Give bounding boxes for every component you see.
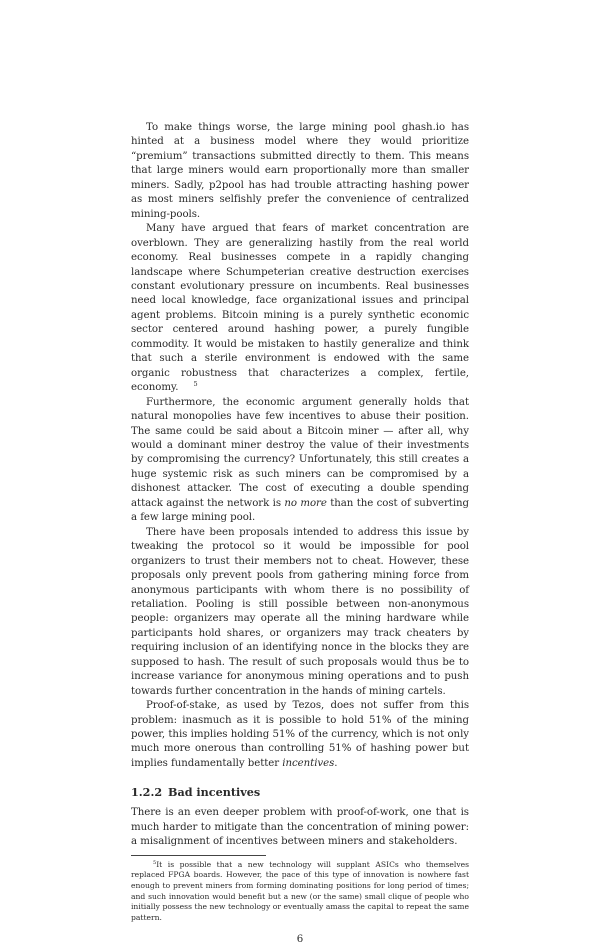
footnote-divider <box>131 855 266 856</box>
paragraph-text: Many have argued that fears of market concentration are overblown. They are generalizing hastily from the real world economy. Real businesses compete in a rapidly changing landscape where Schumpeterian creative destruction exercises constant evolutionary pressure on incumbents. Real businesses need local knowledge, face organizational issues and principal agent problems. Bitcoin mining is a purely synthetic economic sector centered around hashing power, a purely fungible commodity. It would be mistaken to hastily generalize and think that such a sterile environment is endowed with the same organic robustness that characterizes a complex, fertile, economy. <box>131 223 469 394</box>
paragraph-text: There is an even deeper problem with proof-of-work, one that is much harder to mitigate than the concentration of mining power: a misalignment of incentives between miners and stakeholders. <box>131 807 469 848</box>
paragraph-text: To make things worse, the large mining pool ghash.io has hinted at a business model where they would prioritize “premium” transactions submitted directly to them. This means that large miners would earn proportionally more than smaller miners. Sadly, p2pool has had trouble attracting hashing power as most miners selfishly prefer the convenience of centralized mining-pools. <box>131 122 469 220</box>
footnote <box>131 860 469 924</box>
emphasis-text: no more <box>284 497 327 509</box>
paragraph-text: than the cost of subverting a few large mining pool. <box>131 497 470 524</box>
paragraph-proposals <box>131 526 469 699</box>
section-title: Bad incentives <box>168 785 261 800</box>
page-number: 6 <box>296 934 304 945</box>
emphasis-text: incentives <box>282 757 335 769</box>
paragraph-text: . <box>334 757 338 769</box>
section-number: 1.2.2 <box>131 785 163 800</box>
section-heading <box>131 785 469 800</box>
paragraph-bad-incentives <box>131 806 469 849</box>
paragraph-text: Proof-of-stake, as used by Tezos, does not suffer from this problem: inasmuch as it is possible to hold 51% of the mining power, this implies holding 51% of the currency, which is not only much more onerous than controlling 51% of hashing power but implies fundamentally better <box>131 700 469 769</box>
paragraph-natural-monopolies <box>131 396 469 526</box>
paragraph-market-concentration <box>131 222 469 395</box>
page-body <box>131 121 469 923</box>
footnote-reference[interactable]: 5 <box>193 380 198 389</box>
paragraph-mining-pool-premium <box>131 121 469 222</box>
footnote-text: It is possible that a new technology will supplant ASICs who themselves replaced FPGA boards. However, the pace of this type of innovation is nowhere fast enough to prevent miners from forming dominating positions for long period of times; and such innovation would benefit but a new (or the same) small clique of people who initially possess the new technology or eventually amass the capital to repeat the same pattern. <box>131 859 469 922</box>
footnote-mark: 5 <box>153 859 157 866</box>
paragraph-text: Furthermore, the economic argument generally holds that natural monopolies have few incentives to abuse their position. The same could be said about a Bitcoin miner — after all, why would a dominant miner destroy the value of their investments by compromising the currency? Unfortunately, this still creates a huge systemic risk as such miners can be compromised by a dishonest attacker. The cost of executing a double spending attack against the network is <box>131 396 469 509</box>
paragraph-text: There have been proposals intended to address this issue by tweaking the protocol so it would be impossible for pool organizers to trust their members not to cheat. However, these proposals only prevent pools from gathering mining force from anonymous participants with whom there is no possibility of retaliation. Pooling is still possible between non-anonymous people: organizers may operate all the mining hardware while participants hold shares, or organizers may track cheaters by requiring inclusion of an identifying nonce in the blocks they are supposed to hash. The result of such proposals would thus be to increase variance for anonymous mining operations and to push towards further concentration in the hands of mining cartels. <box>131 526 469 697</box>
paragraph-proof-of-stake <box>131 699 469 771</box>
